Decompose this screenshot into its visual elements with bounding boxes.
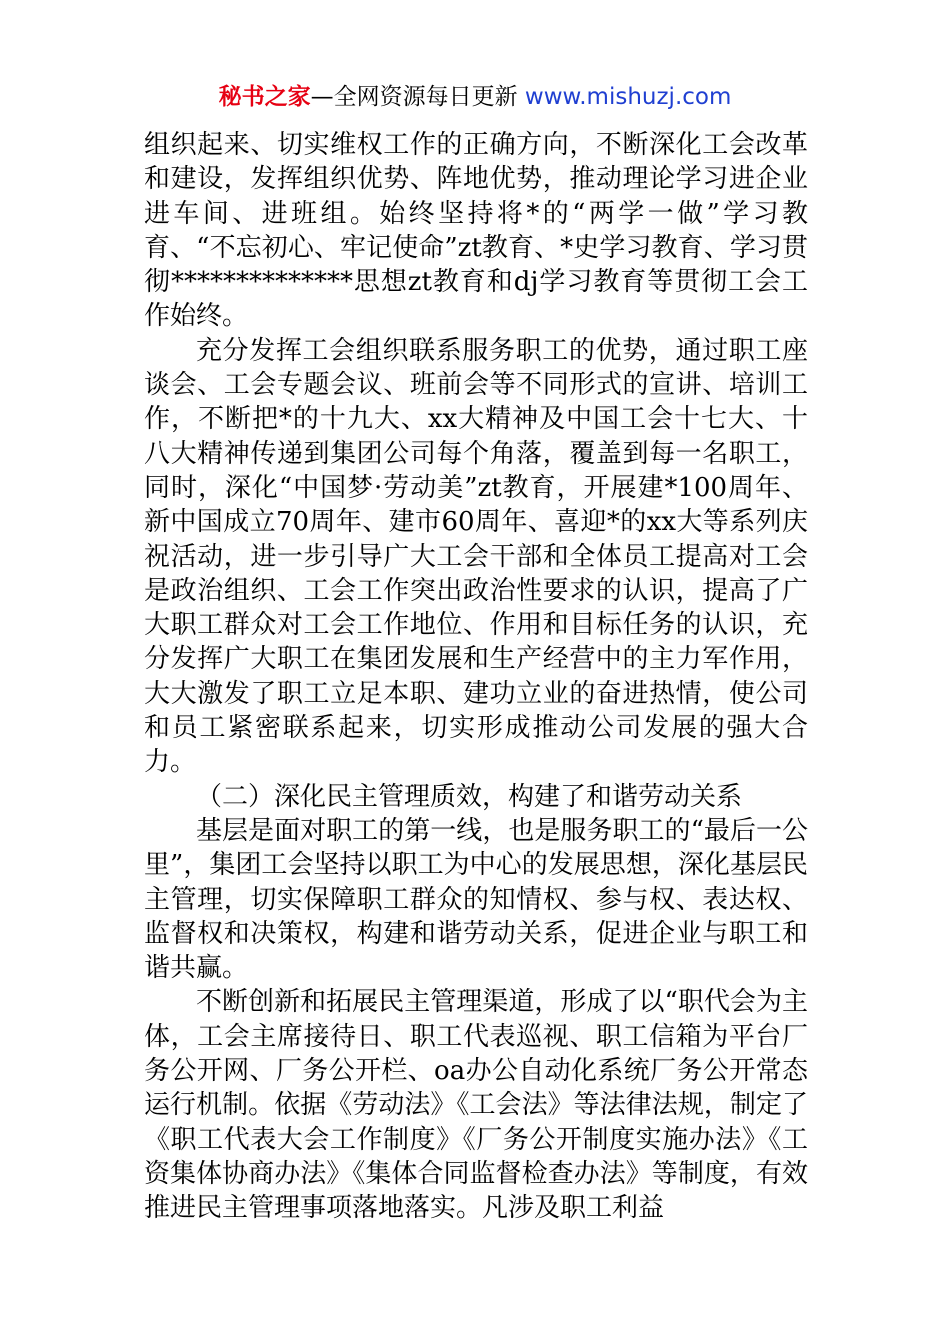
page-header xyxy=(0,80,950,114)
document-body xyxy=(144,128,808,1226)
site-tagline: —全网资源每日更新 xyxy=(310,84,518,110)
site-url-link[interactable]: www.mishuzj.com xyxy=(524,84,732,110)
site-brand: 秘书之家 xyxy=(218,84,311,110)
section-heading: （二）深化民主管理质效，构建了和谐劳动关系 xyxy=(196,781,743,812)
paragraph: 不断创新和拓展民主管理渠道，形成了以“职代会为主体，工会主席接待日、职工代表巡视、职工信箱为平台厂务公开网、厂务公开栏、oa办公自动化系统厂务公开常态运行机制。依据《劳动法》《工会法》等法律法规，制定了《职工代表大会工作制度》《厂务公开制度实施办法》《工资集体协商办法》《集体合同监督检查办法》等制度，有效推进民主管理事项落地落实。凡涉及职工利益 xyxy=(144,987,808,1224)
paragraph: 充分发挥工会组织联系服务职工的优势，通过职工座谈会、工会专题会议、班前会等不同形式的宣讲、培训工作，不断把*的十九大、xx大精神及中国工会十七大、十八大精神传递到集团公司每个角落，覆盖到每一名职工，同时，深化“中国梦·劳动美”zt教育，开展建*100周年、新中国成立70周年、建市60周年、喜迎*的xx大等系列庆祝活动，进一步引导广大工会干部和全体员工提高对工会是政治组织、工会工作突出政治性要求的认识，提高了广大职工群众对工会工作地位、作用和目标任务的认识，充分发挥广大职工在集团发展和生产经营中的主力军作用，大大激发了职工立足本职、建功立业的奋进热情，使公司和员工紧密联系起来，切实形成推动公司发展的强大合力。 xyxy=(144,335,808,778)
paragraph-continuation: 组织起来、切实维权工作的正确方向，不断深化工会改革和建设，发挥组织优势、阵地优势，推动理论学习进企业进车间、进班组。始终坚持将*的“两学一做”学习教育、“不忘初心、牢记使命”zt教育、*史学习教育、学习贯彻**************思想zt教育和dj学习教育等贯彻工会工作始终。 xyxy=(144,130,808,332)
paragraph: 基层是面对职工的第一线，也是服务职工的“最后一公里”，集团工会坚持以职工为中心的发展思想，深化基层民主管理，切实保障职工群众的知情权、参与权、表达权、监督权和决策权，构建和谐劳动关系，促进企业与职工和谐共赢。 xyxy=(144,815,808,984)
